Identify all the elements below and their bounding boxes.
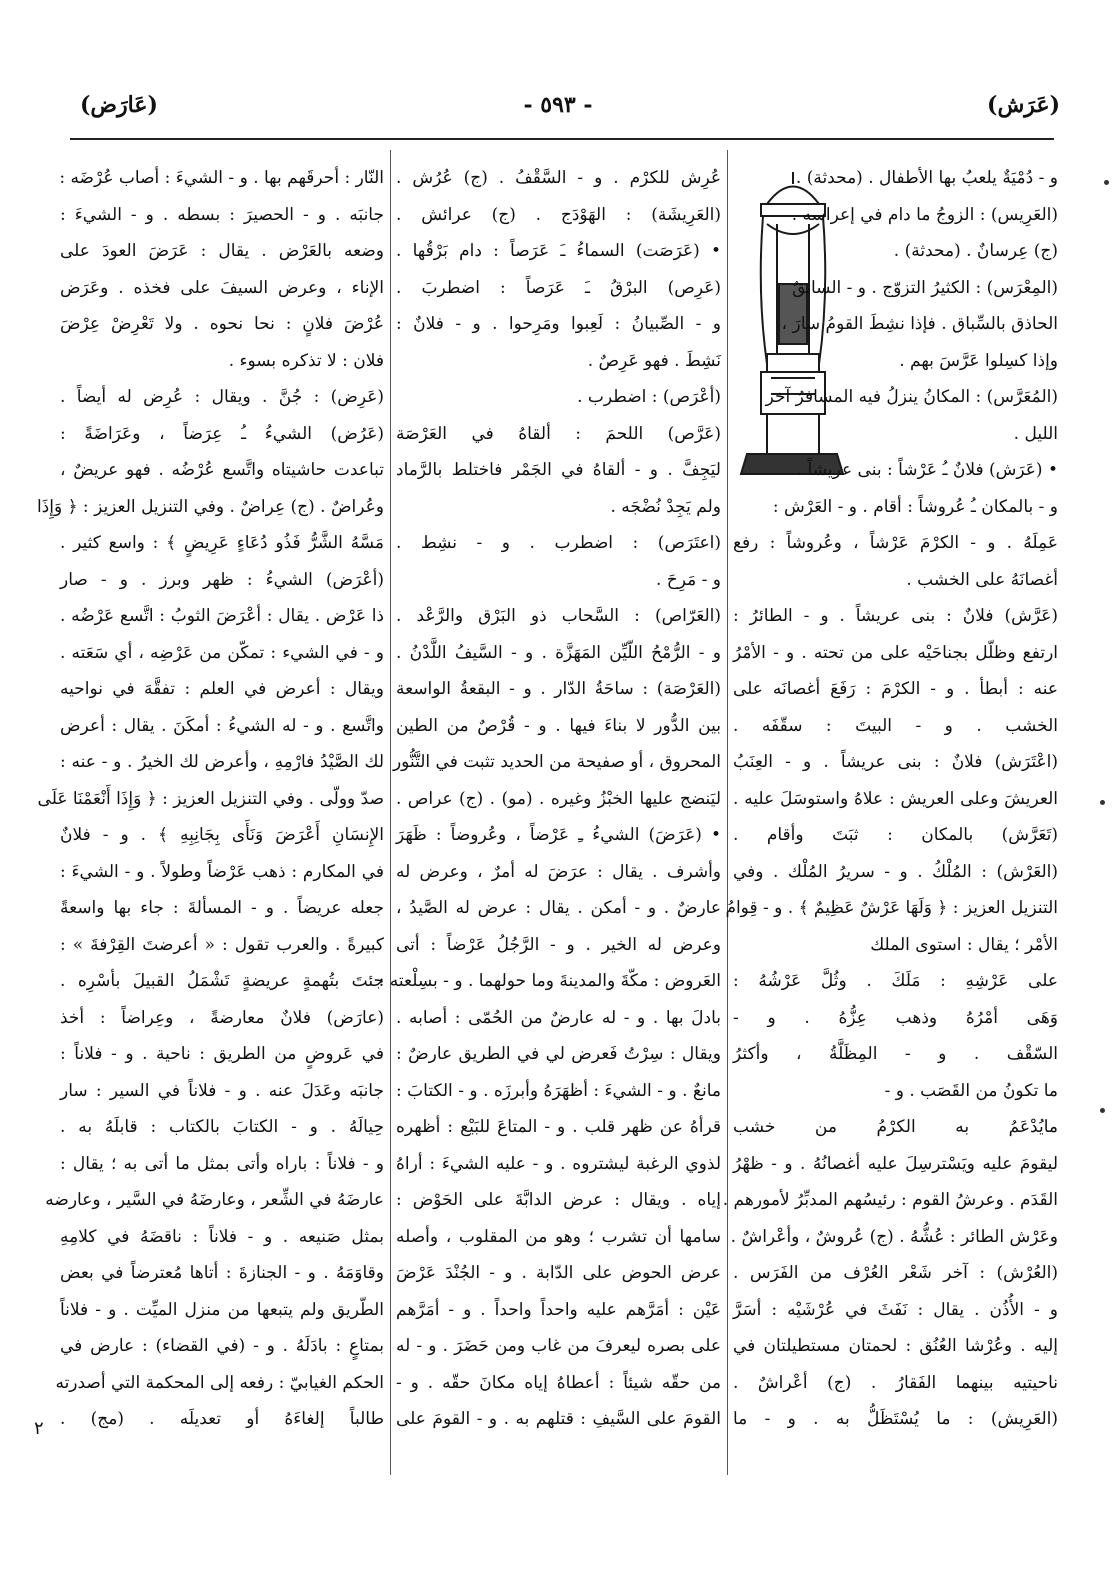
- text-line: و - دُمْيَةٌ يلعبُ بها الأطفال . (محدثة) .: [795, 168, 1058, 188]
- text-line: على عَرْشِهِ : مَلَكَ . وثُلَّ عَرْشُهُ :: [733, 971, 1058, 991]
- text-line: على بصره ليعرفَ من غاب ومن حَضَرَ . و - له: [396, 1336, 721, 1356]
- text-line: و - الأُذُن . يقال : نَفَثَ في عُرْشَيْه : أسَرَّ: [733, 1299, 1058, 1320]
- text-line: • (عَرَضَ) الشيءُ ـِ عَرْضاً ، وعُروضاً : ظَهَرَ: [396, 825, 721, 845]
- text-line: (عَرَّش) فلانٌ : بنى عريشاً . و - الطائرُ :: [733, 606, 1058, 626]
- text-line: في المكارم : ذهب عَرْضاً وطولاً . و - الشيءَ :: [60, 861, 384, 882]
- text-line: الأمْر ؛ يقال : استوى الملك: [870, 934, 1058, 955]
- text-line: جانبَه . و - الحصيرَ : بسطه . و - الشيءَ :: [60, 204, 384, 225]
- text-line: و - مَرِحَ .: [655, 569, 721, 590]
- column-right: [722, 160, 1058, 1470]
- text-line: ويقال : أعرض في العلم : تفقَّهَ في نواحيه: [60, 679, 384, 699]
- text-line: عَيْن : أمَرَّهم عليه واحداً واحداً . و - أمَرَّهم: [396, 1299, 721, 1320]
- text-line: وقاوَمَهُ . و - الجنازةَ : أتاها مُعترضاً في بعض: [60, 1263, 384, 1283]
- text-line: (اعْتَرَش) فلانٌ : بنى عريشاً . و - العِنَبُ: [733, 752, 1058, 772]
- text-line: الإناء ، وعرض السيفَ على فخذه . وعَرَض: [60, 277, 384, 298]
- text-line: التنزيل العزيز : ﴿ وَلَهَا عَرْشٌ عَظِيمٌ ﴾ . و - قِوامُ: [725, 898, 1058, 918]
- text-line: بمثل صَنيعه . و - فلاناً : ناقضَهُ في كلامِهِ: [60, 1226, 384, 1247]
- text-line: ليَجِفَّ . و - ألقاهُ في الجَمْر فاختلط بالرَّماد: [396, 460, 721, 480]
- text-line: فلان : لا تذكره بسوء .: [228, 350, 384, 371]
- text-line: و - بالمكان ـُ عُروشاً : أقام . و - العَرْش :: [772, 496, 1058, 517]
- text-line: عُرِش للكرْم . و - السَّقْفُ . (ج) عُرُش .: [396, 168, 721, 188]
- text-line: (أعْرَص) : اضطرب .: [577, 387, 721, 407]
- text-line: (العَرْش) : المُلْكُ . و - سريرُ المُلْك . وفي: [733, 861, 1058, 882]
- text-line: الخشب . و - البيتَ : سقّفَه .: [733, 715, 1058, 736]
- text-line: واتَّسع . و - له الشيءُ : أمكَنَ . يقال : أعرض: [60, 715, 384, 736]
- text-line: وعرض له الخير . و - الرَّجُلُ عَرْضاً : أتى: [396, 934, 721, 955]
- text-line: لذوي الرغبة ليشتروه . و - عليه الشيءَ : أراهُ: [396, 1153, 721, 1174]
- text-line: • (عَرَصَت) السماءُ ـَ عَرَصاً : دام بَرْقُها .: [396, 241, 721, 261]
- text-line: ليَنضج عليها الخبْزُ وغيره . (مو) . (ج) عراص .: [396, 788, 721, 809]
- text-line: كبيرةً . والعرب تقول : « أعرضتَ القِرْفةَ » :: [60, 934, 384, 955]
- text-line: (اعتَرَص) : اضطرب . و - نشِط .: [396, 533, 721, 553]
- text-line: ويقال : سِرْتُ فَعرض لي في الطريق عارضٌ :: [396, 1044, 721, 1064]
- text-line: وَهَى أمْرُهُ وذهب عِزُّهُ . و -: [733, 1007, 1058, 1028]
- text-line: عَمِلَهُ . و - الكرْمَ عَرْشاً ، وعُروشاً : رفع: [733, 533, 1058, 553]
- text-line: (عَرُض) الشيءُ ـُ عِرَضاً ، وعَرَاضَةً :: [60, 423, 384, 444]
- text-line: (عَرَّص) اللحمَ : ألقاهُ في العَرْصَة: [396, 423, 721, 444]
- text-line: صدّ وولّى . وفي التنزيل العزيز : ﴿ وَإِذَا أَنْعَمْنَا عَلَى: [37, 788, 384, 809]
- text-line: قرأهُ عن ظهر قلب . و - المتاعَ للبَيْع : أظهره: [396, 1117, 721, 1137]
- text-line: بين الدُّور لا بناءَ فيها . و - قُرْصٌ من الطين: [396, 715, 721, 736]
- text-line: تباعدت حاشيتاه واتَّسع عُرْضُه . فهو عريضٌ ،: [60, 460, 384, 480]
- text-line: عنه : أبطأ . و - الكرْمَ : رَفَعَ أغصانَه على: [733, 679, 1058, 699]
- text-line: (تَعَرَّش) بالمكان : ثبَتَ وأقام .: [733, 825, 1058, 845]
- text-line: الحاذق بالسِّباق . فإذا نشِطَ القومُ سارَ ،: [781, 314, 1058, 334]
- text-line: (أعْرَض) الشيءُ : ظهر وبرز . و - صار: [60, 569, 384, 590]
- text-line: القومَ على السَّيفِ : قتلهم به . و - القومَ على: [396, 1409, 721, 1429]
- text-line: و - في الشيء : تمكّن من عَرْضِه ، أي سَعَته .: [60, 642, 384, 663]
- text-line: مانعٌ . و - الشيءَ : أظهَرَهُ وأبرزَه . و - الكتابَ :: [396, 1080, 721, 1101]
- text-line: ناحيتيه بينهما الفَقارُ . (ج) أعْراشٌ .: [733, 1372, 1058, 1393]
- text-line: ذا عَرْض . يقال : أعْرَضَ الثوبُ : اتَّسع عَرْضُه .: [60, 606, 384, 626]
- text-line: (عَرِص) البرْقُ ـَ عَرَصاً : اضطربَ .: [396, 277, 721, 298]
- text-line: و - الصِّبيانُ : لَعِبوا ومَرِحوا . و - فلانٌ :: [396, 314, 721, 334]
- page-number: - ٥٩٣ -: [523, 92, 593, 118]
- text-line: جانبَه وعَدَلَ عنه . و - فلاناً في السير : سار: [60, 1080, 384, 1101]
- text-line: (عارَض) فلانٌ معارضةً ، وعِراضاً : أخذ: [60, 1007, 384, 1028]
- text-line: من حقّه شيئاً : أعطاهُ إياه مكانَ حقّه . و -: [396, 1372, 721, 1393]
- text-line: وعُراضٌ . (ج) عِراضٌ . وفي التنزيل العزيز : ﴿ وَإِذَا: [36, 496, 384, 517]
- text-line: ارتفع وظلّل بجناحَيْه على من تحته . و - الأمْرُ: [733, 642, 1058, 663]
- text-line: السّقْف . و - المِظَلَّةُ ، وأكثرُ: [733, 1044, 1058, 1064]
- text-line: عارضَهُ في الشِّعر ، وعارضَهُ في السَّير ، وعارضه: [45, 1190, 384, 1210]
- text-line: و - فلاناً : باراه وأتى بمثل ما أتى به ؛ يقال :: [60, 1153, 384, 1174]
- text-line: بمتاعٍ : بادَلَهُ . و - (في القضاء) : عارض في: [60, 1336, 384, 1356]
- text-line: جعله عريضاً . و - المسألةَ : جاء بها واسعةً: [60, 898, 384, 918]
- column-left: [36, 160, 384, 1470]
- text-line: و - الرُّمْحُ اللّيِّن المَهَزَّة . و - السَّيفُ اللَّدْنُ .: [396, 642, 721, 663]
- text-line: المحروق ، أو صفيحة من الحديد تثبت في التَّنُّور: [392, 752, 721, 772]
- text-line: إليه . وعُرْشا العُنُق : لحمتان مستطيلتان في: [733, 1336, 1058, 1356]
- text-line: مايُدْعَمُ به الكرْمُ من خشب: [733, 1117, 1058, 1137]
- text-line: سامها أن تشرب ؛ وهو من المقلوب ، وأصله: [396, 1226, 721, 1247]
- text-line: حِيالَهُ . و - الكتابَ بالكتاب : قابلَهُ به .: [60, 1117, 384, 1137]
- text-line: وأشرف . يقال : عرَضَ له أمرٌ ، وعرض له: [396, 861, 721, 882]
- margin-dot: [1100, 1108, 1105, 1113]
- text-line: (العَرِيس) : الزوجُ ما دام في إعراسه .: [791, 204, 1058, 225]
- column-middle: [378, 160, 721, 1470]
- text-line: ما تكونُ من القَصَب . و -: [884, 1080, 1058, 1101]
- text-line: العَروض : مكّةَ والمدينةَ وما حولهما . و - بسِلْعته :: [378, 971, 721, 991]
- text-line: الإِنسَانِ أَعْرَضَ وَنَأَى بِجَانِبِهِ ﴾ . و - فلانٌ: [60, 825, 384, 845]
- text-line: القَدَم . وعرشُ القوم : رئيسُهم المدبِّرُ لأمورهم .: [722, 1190, 1058, 1210]
- text-line: أغصانَهُ على الخشب .: [906, 569, 1058, 590]
- page-mark: ٢: [34, 1418, 44, 1439]
- text-line: وإذا كسِلوا عَرَّسَ بهم .: [899, 350, 1058, 371]
- text-line: النّار : أحرقَهم بها . و - الشيءَ : أصاب عُرْضَه :: [59, 168, 384, 188]
- header-entry-word-left: (عَارَض): [80, 92, 158, 118]
- text-line: (المُعَرَّس) : المكانُ ينزلُ فيه المسافرُ آخر: [765, 387, 1058, 407]
- text-line: (العَرّاص) : السَّحاب ذو البَرْق والرَّعْد .: [396, 606, 721, 626]
- text-line: وعَرْش الطائر : عُشُّهُ . (ج) عُروشٌ ، وأعْراشٌ .: [730, 1226, 1058, 1247]
- column-divider: [390, 150, 391, 1475]
- text-line: عارضٌ . و - أمكن . يقال : عرض له الصَّيدُ ،: [396, 898, 721, 918]
- text-line: • (عَرَش) فلانٌ ـُ عَرْشاً : بنى عريشاً .: [796, 460, 1058, 480]
- text-line: الطّريق ولم يتبعها من منزل الميِّت . و - فلاناً: [60, 1299, 384, 1320]
- text-line: وضعه بالعَرْض . يقال : عَرَضَ العودَ على: [60, 241, 384, 261]
- text-line: (العُرْش) : آخر شَعْر العُرْف من الفَرَس .: [733, 1263, 1058, 1283]
- text-line: لك الصَّيْدُ فارْمِهِ ، وأعرض لك الخيرُ . و - عنه :: [60, 752, 384, 772]
- text-line: العريشَ وعلى العريش : علاهُ واستوسَلَ عليه .: [733, 788, 1058, 809]
- text-line: إياه . ويقال : عرض الدابَّةَ على الحَوْض :: [396, 1190, 721, 1210]
- margin-dot: [1104, 180, 1109, 185]
- text-line: (المِعْرَس) : الكثيرُ التزوّج . و - السائقُ: [792, 277, 1058, 298]
- text-line: مَسَّهُ الشَّرُّ فَذُو دُعَاءٍ عَرِيضٍ ﴾ : واسع كثير .: [60, 533, 384, 553]
- text-line: جئتَ بتُهمةٍ عريضةٍ تَشْمَلُ القبيلَ بأسْرِه .: [60, 971, 384, 991]
- text-line: (العَرِيشَة) : الهَوْدَج . (ج) عرائش .: [396, 204, 721, 225]
- text-line: عرض الحوض على الدّابة . و - الجُنْدَ عَرْضَ: [396, 1263, 721, 1283]
- text-line: عُرْضَ فلانٍ : نحا نحوه . ولا تَعْرِضْ عِرْضَ: [60, 314, 384, 334]
- text-line: (ج) عِرسانٌ . (محدثة) .: [893, 241, 1058, 261]
- header-rule: [70, 138, 1054, 140]
- text-line: بادلَ بها . و - له عارضٌ من الحُمّى : أصابه .: [396, 1007, 721, 1028]
- text-line: ولم يَجِدْ نُضْجَه .: [610, 496, 721, 517]
- text-line: الحكم الغيابيّ : رفعه إلى المحكمة التي أصدرته: [55, 1372, 384, 1393]
- text-line: (العَرْصَة) : ساحَةُ الدّار . و - البقعةُ الواسعة: [396, 679, 721, 699]
- text-line: ليقومَ عليه ويَسْترسِلَ عليه أغصانُهُ . و - ظهْرُ: [733, 1153, 1058, 1174]
- text-line: (العَرِيش) : ما يُسْتَظَلُّ به . و - ما: [733, 1409, 1058, 1429]
- column-divider: [727, 150, 728, 1475]
- header-entry-word-right: (عَرَش): [987, 92, 1060, 118]
- text-line: طالباً إلغاءَهُ أو تعديلَه . (مج) .: [60, 1409, 384, 1429]
- margin-dot: [1100, 800, 1105, 805]
- text-line: الليل .: [1013, 423, 1058, 444]
- text-line: (عَرِض) : جُنَّ . ويقال : عُرِض له أيضاً .: [60, 387, 384, 407]
- text-line: نَشِطَ . فهو عَرِصٌ .: [587, 350, 721, 371]
- text-line: في عَروضٍ من الطريق : ناحية . و - فلاناً :: [60, 1044, 384, 1064]
